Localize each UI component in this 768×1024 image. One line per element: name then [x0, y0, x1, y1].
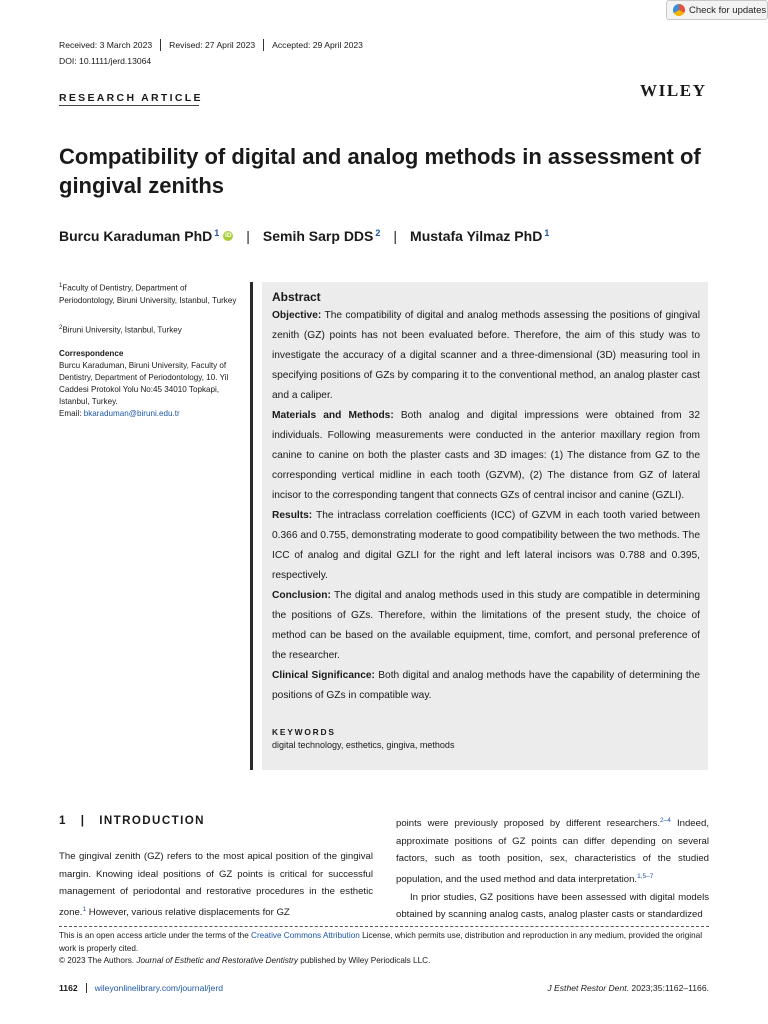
affiliation-number: 1 — [59, 283, 63, 289]
correspondence — [59, 348, 239, 420]
doi: DOI: 10.1111/jerd.13064 — [59, 56, 152, 66]
citation-journal: J Esthet Restor Dent. — [547, 983, 630, 993]
journal-name: Journal of Esthetic and Restorative Dentistry — [136, 956, 298, 965]
intro-left-column — [59, 848, 373, 922]
affiliation-text: Biruni University, Istanbul, Turkey — [62, 325, 182, 335]
copyright-text: published by Wiley Periodicals LLC. — [297, 956, 431, 965]
check-for-updates-label: Check for updates — [689, 4, 767, 16]
abstract-section-label: Conclusion: — [272, 590, 331, 601]
intro-paragraph: points were previously proposed by different researchers. — [396, 818, 661, 830]
abstract-section-text: The intraclass correlation coefficients (ICC) of GZVM in each tooth varied between 0.366 and 0.755, demonstrating moderate to good compatibility between the two methods. The ICC of analog and digital GZLI for the right and left lateral incisors was 0.788 and 0.395, respectively. — [272, 510, 700, 581]
intro-right-column — [396, 812, 709, 924]
email-link[interactable]: bkaraduman@biruni.edu.tr — [83, 409, 180, 418]
author-separator: | — [246, 228, 250, 244]
keywords: digital technology, esthetics, gingiva, methods — [272, 740, 455, 750]
license-link[interactable]: Creative Commons Attribution — [251, 931, 360, 940]
abstract-section-label: Materials and Methods: — [272, 410, 394, 421]
affiliation-1 — [59, 280, 239, 307]
page-footer-left — [59, 983, 223, 993]
abstract-section-text: Both analog and digital impressions were obtained from 32 individuals. Following measurements were conducted in the anterior maxillary region from canine to canine on both the plaster casts and 3D images: (1) The distance from GZ to the corresponding vertical midline in each tooth (GZVM), (2) The distance from GZ of lateral incisor to the corresponding tangent that connects GZs of central incisor and canine (GZLI). — [272, 410, 700, 501]
revised-date: Revised: 27 April 2023 — [160, 39, 263, 51]
email-label: Email: — [59, 409, 84, 418]
author-affiliation-ref: 1 — [214, 228, 220, 238]
author-affiliation-ref: 1 — [544, 228, 550, 238]
footnote-divider — [59, 926, 709, 927]
abstract-clinical-significance — [272, 666, 700, 706]
section-rule — [59, 105, 199, 106]
abstract-results — [272, 506, 700, 586]
correspondence-heading: Correspondence — [59, 349, 124, 358]
author-list — [59, 228, 549, 244]
author-name: Semih Sarp DDS — [262, 228, 374, 244]
section-heading-introduction: 1 | INTRODUCTION — [59, 814, 205, 827]
crossmark-icon — [673, 4, 685, 16]
abstract-heading: Abstract — [272, 290, 321, 304]
citation-link[interactable]: 1,5–7 — [637, 872, 654, 880]
affiliation-number: 2 — [59, 325, 63, 331]
article-title: Compatibility of digital and analog methods in assessment of gingival zeniths — [59, 144, 701, 198]
author-name: Mustafa Yilmaz PhD — [410, 228, 543, 244]
abstract-section-text: The digital and analog methods used in this study are compatible in determining the positions of GZs. Therefore, within the limitations of the present study, the choice of method can be based on the available equipment, time, comfort, and personal preference of the researcher. — [272, 590, 700, 661]
abstract-box — [262, 282, 708, 770]
citation-details: 2023;35:1162–1166. — [629, 983, 709, 993]
abstract-section-label: Results: — [272, 510, 313, 521]
abstract-section-text: Both digital and analog methods have the capability of determining the positions of GZs in compatible way. — [272, 670, 700, 701]
keywords-heading: KEYWORDS — [272, 727, 336, 737]
abstract-methods — [272, 406, 700, 506]
journal-url-link[interactable]: wileyonlinelibrary.com/journal/jerd — [94, 983, 223, 993]
publisher-logo: WILEY — [640, 81, 707, 100]
abstract-conclusion — [272, 586, 700, 666]
license-text: This is an open access article under the terms of the — [59, 931, 252, 940]
abstract-section-label: Objective: — [272, 310, 322, 321]
license-text: License, which permits use, distribution and reproduction in any medium, provided the original work is properly cited. — [59, 931, 703, 953]
copyright-text: © 2023 The Authors. — [59, 956, 137, 965]
article-dates — [59, 39, 371, 51]
orcid-icon[interactable]: iD — [225, 232, 232, 239]
abstract-objective — [272, 306, 700, 406]
citation-link[interactable]: 1 — [82, 905, 87, 913]
page-number: 1162 — [59, 983, 87, 993]
license-footnote — [59, 930, 709, 968]
received-date: Received: 3 March 2023 — [59, 40, 153, 50]
check-for-updates-button[interactable] — [666, 0, 768, 20]
intro-paragraph-tail: However, various relative displacements for GZ — [86, 906, 290, 918]
intro-paragraph: In prior studies, GZ positions have been assessed with digital models obtained by scanning analog casts, analog plaster casts or standardized — [396, 891, 709, 921]
citation-footer — [540, 983, 709, 993]
author-name: Burcu Karaduman PhD — [59, 228, 213, 244]
abstract-section-label: Clinical Significance: — [272, 670, 375, 681]
correspondence-text: Burcu Karaduman, Biruni University, Faculty of Dentistry, Department of Periodontology, 10. Yil Caddesi Protokol Yolu No:45 34010 Topkapi, Istanbul, Turkey. — [59, 361, 229, 406]
affiliation-text: Faculty of Dentistry, Department of Periodontology, Biruni University, Istanbul, Turkey — [59, 283, 237, 305]
author-affiliation-ref: 2 — [375, 228, 381, 238]
intro-paragraph: The gingival zenith (GZ) refers to the most apical position of the gingival margin. Knowing ideal positions of GZ points is critical for successful management of periodontal and restorative procedures in the esthetic zone. — [59, 851, 373, 918]
section-label: RESEARCH ARTICLE — [59, 92, 203, 104]
accepted-date: Accepted: 29 April 2023 — [263, 39, 371, 51]
citation-link[interactable]: 2–4 — [660, 817, 671, 824]
abstract-section-text: The compatibility of digital and analog methods assessing the positions of gingival zenith (GZ) points has not been evaluated before. Therefore, the aim of this study was to investigate the accuracy of a digital scanner and a three-dimensional (3D) measuring tool in specifying positions of GZs by comparing it to the conventional method, an analog plaster cast and a caliper. — [272, 310, 700, 401]
author-separator: | — [393, 228, 398, 244]
intro-paragraph-tail: Indeed, approximate positions of GZ points can differ depending on several factors, such as tooth position, sex, characteristics of the studied population, and the used method and data interpretation. — [396, 818, 709, 886]
affiliation-2 — [59, 322, 239, 337]
abstract-vertical-rule — [250, 282, 253, 770]
